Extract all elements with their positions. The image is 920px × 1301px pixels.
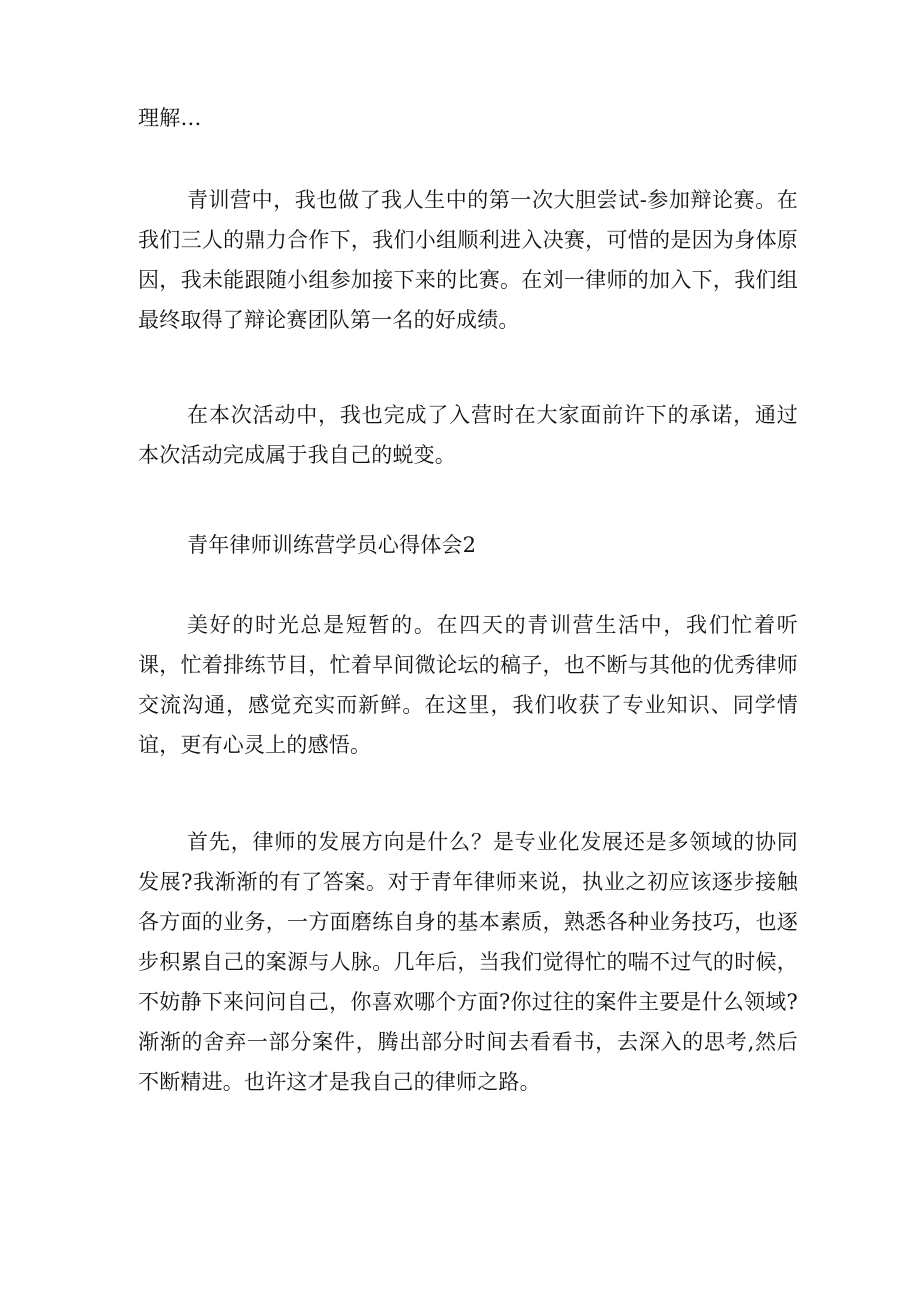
paragraph-debate: 青训营中，我也做了我人生中的第一次大胆尝试-参加辩论赛。在我们三人的鼎力合作下，我们小组顺利进入决赛，可惜的是因为身体原因，我未能跟随小组参加接下来的比赛。在刘一律师的加入下，我们组最终取得了辩论赛团队第一名的好成绩。	[138, 188, 798, 332]
paragraph-promise: 在本次活动中，我也完成了入营时在大家面前许下的承诺，通过本次活动完成属于我自己的蜕变。	[138, 403, 798, 467]
paragraph-time: 美好的时光总是短暂的。在四天的青训营生活中，我们忙着听课，忙着排练节目，忙着早间微论坛的稿子，也不断与其他的优秀律师交流沟通，感觉充实而新鲜。在这里，我们收获了专业知识、同学情谊，更有心灵上的感悟。	[138, 613, 798, 757]
section-heading: 青年律师训练营学员心得体会2	[187, 533, 477, 557]
paragraph-development: 首先，律师的发展方向是什么？是专业化发展还是多领域的协同发展?我渐渐的有了答案。对于青年律师来说，执业之初应该逐步接触各方面的业务，一方面磨练自身的基本素质，熟悉各种业务技巧，也逐步积累自己的案源与人脉。几年后，当我们觉得忙的喘不过气的时候，不妨静下来问问自己，你喜欢哪个方面?你过往的案件主要是什么领域?渐渐的舍弃一部分案件，腾出部分时间去看看书，去深入的思考,然后不断精进。也许这才是我自己的律师之路。	[138, 830, 798, 1094]
paragraph-continuation: 理解…	[138, 106, 202, 130]
